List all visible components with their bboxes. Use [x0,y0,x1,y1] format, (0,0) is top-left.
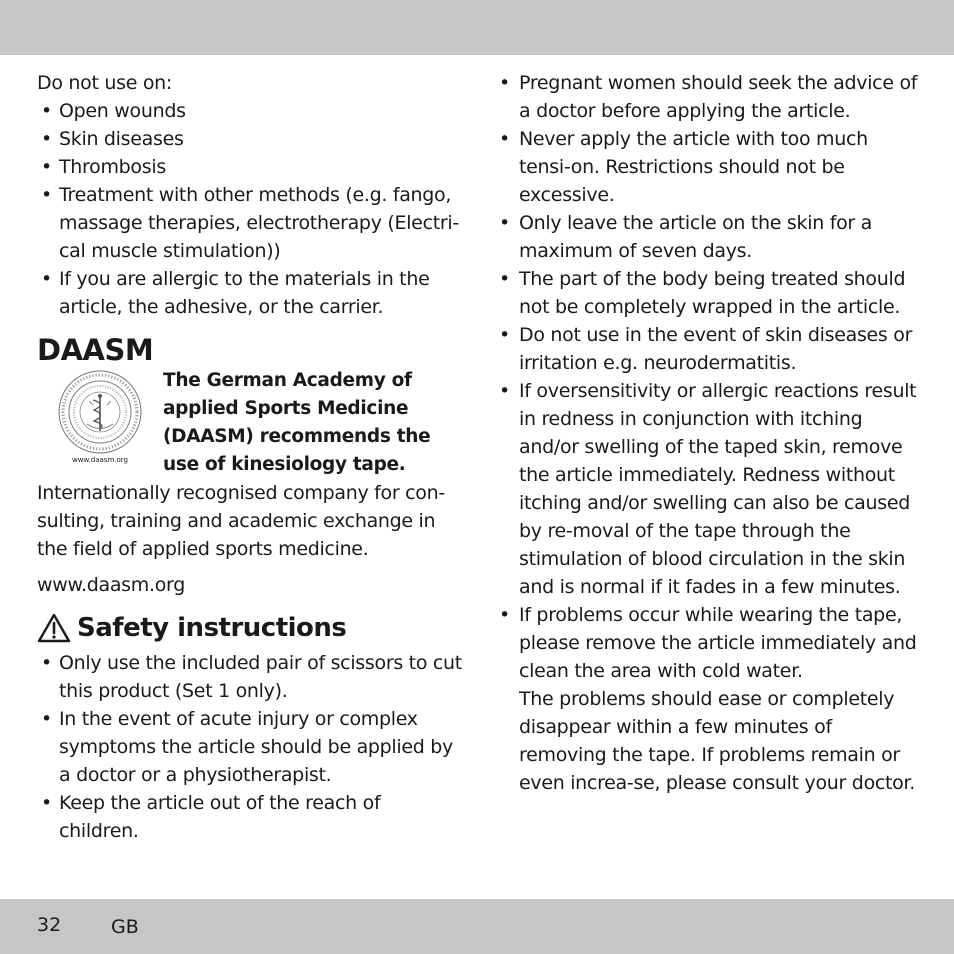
daasm-description: Internationally recognised company for con-sulting, training and academic exchange in the field of applied sports medicine. [37,482,445,560]
safety-list-continued [499,69,919,797]
daasm-recommendation [37,367,462,479]
daasm-statement: The German Academy of applied Sports Medicine (DAASM) recommends the use of kinesiology tape. [163,370,431,475]
list-item: • Open wounds [37,97,462,125]
page-number: 32 [37,914,62,936]
safety-heading [37,611,462,645]
do-not-use-heading: Do not use on: [37,72,172,94]
warning-triangle-icon [37,613,71,643]
list-item: • Do not use in the event of skin diseases or irritation e.g. neurodermatitis. [499,321,919,377]
left-column [37,69,462,845]
list-item: • Skin diseases [37,125,462,153]
list-item: • Thrombosis [37,153,462,181]
list-item: • In the event of acute injury or complex symptoms the article should be applied by a doctor or a physiotherapist. [37,705,462,789]
daasm-heading: DAASM [37,333,154,367]
list-item: • Only leave the article on the skin for a maximum of seven days. [499,209,919,265]
header-band [0,0,954,55]
seal-url-caption: www.daasm.org [72,456,128,464]
daasm-seal-icon [57,369,143,455]
list-item: • Only use the included pair of scissors to cut this product (Set 1 only). [37,649,462,705]
list-item: • Pregnant women should seek the advice of a doctor before applying the article. [499,69,919,125]
list-item: • If oversensitivity or allergic reactions result in redness in conjunction with itching and/or swelling of the taped skin, remove the article immediately. Redness without itching and/or swelling can also be caused by re-moval of the tape through the stimulation of blood circulation in the skin and is normal if it fades in a few minutes. [499,377,919,601]
safety-list [37,649,462,845]
list-item-followup: The problems should ease or completely disappear within a few minutes of removing the tape. If problems remain or even increa-se, please consult your doctor. [519,688,916,794]
daasm-url: www.daasm.org [37,574,185,596]
list-item: • The part of the body being treated should not be completely wrapped in the article. [499,265,919,321]
language-code: GB [111,916,139,938]
list-item: • If you are allergic to the materials in the article, the adhesive, or the carrier. [37,265,462,321]
daasm-seal [37,369,163,465]
contraindication-list [37,97,462,321]
right-column [499,69,919,797]
list-item-text: If problems occur while wearing the tape, please remove the article immediately and clean the area with cold water. [519,604,917,682]
list-item: • Never apply the article with too much tensi-on. Restrictions should not be excessive. [499,125,919,209]
list-item: • Keep the article out of the reach of children. [37,789,462,845]
footer-band [0,899,954,954]
list-item [499,601,919,797]
list-item: • Treatment with other methods (e.g. fango, massage therapies, electrotherapy (Electri-cal muscle stimulation)) [37,181,462,265]
safety-title: Safety instructions [77,613,347,643]
